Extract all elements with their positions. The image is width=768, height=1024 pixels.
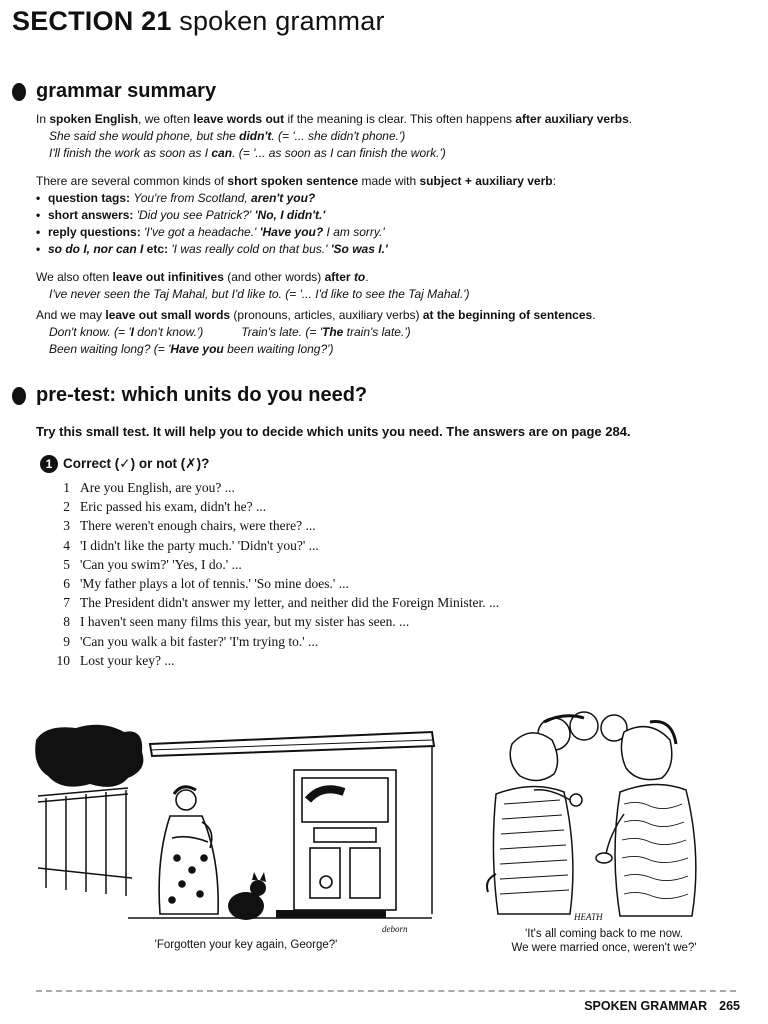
woman-figure bbox=[159, 787, 218, 914]
summary-paragraph-1: In spoken English, we often leave words out if the meaning is clear. This often happens after auxiliary verbs. bbox=[36, 112, 633, 126]
summary-block-2 bbox=[36, 173, 756, 258]
exercise-number-badge: 1 bbox=[40, 455, 58, 473]
list-item: 10 Lost your key? ... bbox=[56, 652, 175, 668]
list-item: • short answers: 'Did you see Patrick?' 'No, I didn't.' bbox=[36, 207, 756, 224]
footer-divider bbox=[36, 990, 736, 992]
front-door bbox=[294, 770, 396, 910]
right-cartoon-caption: 'It's all coming back to me now. We were married once, weren't we?' bbox=[511, 928, 697, 954]
list-item: 9 'Can you walk a bit faster?' 'I'm trying to.' ... bbox=[63, 633, 319, 649]
summary-block-1 bbox=[36, 111, 756, 162]
exercise-instruction: Correct (✓) or not (✗)? bbox=[63, 456, 210, 471]
artist-signature-right: HEATH bbox=[574, 912, 603, 922]
heading-bullet-icon bbox=[12, 83, 26, 101]
left-cartoon-caption: 'Forgotten your key again, George?' bbox=[154, 939, 338, 951]
page-number: 265 bbox=[719, 999, 740, 1013]
footer-label: SPOKEN GRAMMAR bbox=[584, 999, 708, 1013]
artist-signature-left: deborn bbox=[382, 924, 408, 934]
pretest-heading bbox=[12, 384, 367, 407]
summary-paragraph-3: We also often leave out infinitives (and other words) after to. bbox=[36, 270, 369, 284]
exercise-heading bbox=[40, 455, 209, 473]
section-topic: spoken grammar bbox=[179, 6, 385, 36]
example-5: Been waiting long? (= 'Have you been waiting long?') bbox=[49, 342, 334, 356]
example-3: I've never seen the Taj Mahal, but I'd like to. (= '... I'd like to see the Taj Mahal.') bbox=[49, 287, 470, 301]
cartoon-woman-locked-out bbox=[32, 718, 444, 938]
example-1: She said she would phone, but she didn't. (= '... she didn't phone.') bbox=[49, 129, 406, 143]
summary-block-3 bbox=[36, 269, 756, 303]
list-item: 1 Are you English, are you? ... bbox=[63, 480, 235, 495]
summary-paragraph-4: And we may leave out small words (pronouns, articles, auxiliary verbs) at the beginning of sentences. bbox=[36, 308, 596, 322]
pretest-title: pre-test: which units do you need? bbox=[36, 384, 368, 406]
page-footer bbox=[584, 999, 740, 1013]
page-title bbox=[12, 4, 385, 38]
pretest-instruction: Try this small test. It will help you to decide which units you need. The answers are on page 284. bbox=[36, 424, 631, 439]
example-4: Don't know. (= 'I don't know.') Train's late. (= 'The train's late.') bbox=[49, 325, 411, 339]
cartoon-couple-party bbox=[474, 704, 734, 928]
list-item: 4 'I didn't like the party much.' 'Didn't you?' ... bbox=[63, 537, 319, 553]
summary-block-4 bbox=[36, 307, 756, 358]
example-2: I'll finish the work as soon as I can. (= '... as soon as I can finish the work.') bbox=[49, 146, 446, 160]
list-item: 8 I haven't seen many films this year, but my sister has seen. ... bbox=[63, 614, 410, 630]
list-item: 6 'My father plays a lot of tennis.' 'So mine does.' ... bbox=[63, 576, 349, 592]
list-item: 5 'Can you swim?' 'Yes, I do.' ... bbox=[63, 556, 242, 572]
heading-bullet-icon bbox=[12, 387, 26, 405]
section-number: SECTION 21 bbox=[12, 6, 172, 36]
cat-figure bbox=[228, 872, 266, 920]
grammar-summary-heading bbox=[12, 80, 216, 103]
list-item: • reply questions: 'I've got a headache.' 'Have you? I am sorry.' bbox=[36, 224, 756, 241]
question-list bbox=[44, 478, 724, 670]
list-item: • question tags: You're from Scotland, aren't you? bbox=[36, 190, 756, 207]
short-sentence-list bbox=[36, 190, 756, 258]
list-item: • so do I, nor can I etc: 'I was really cold on that bus.' 'So was I.' bbox=[36, 241, 756, 258]
grammar-summary-title: grammar summary bbox=[36, 80, 217, 102]
summary-paragraph-2: There are several common kinds of short spoken sentence made with subject + auxiliary verb: bbox=[36, 174, 556, 188]
list-item: 7 The President didn't answer my letter, and neither did the Foreign Minister. ... bbox=[63, 595, 500, 611]
list-item: 3 There weren't enough chairs, were there? ... bbox=[63, 518, 316, 534]
list-item: 2 Eric passed his exam, didn't he? ... bbox=[63, 499, 267, 515]
